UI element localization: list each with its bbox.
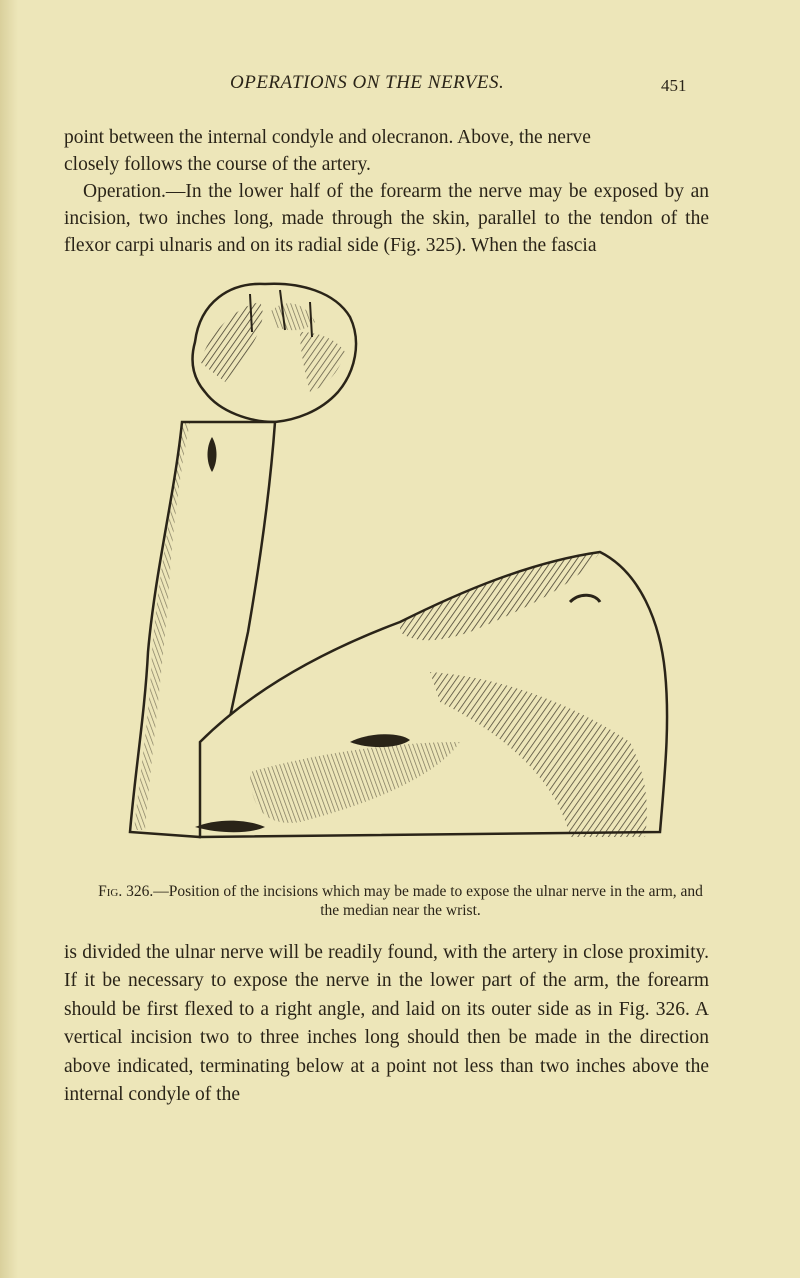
arm-illustration [100,272,680,872]
figure-caption-text: —Position of the incisions which may be made to expose the ulnar nerve in the arm, and the median near the wrist. [153,883,703,919]
text-block-bottom [64,939,709,1109]
paragraph-operation: Operation.—In the lower half of the forearm the nerve may be exposed by an incision, two inches long, made through the skin, parallel to the tendon of the flexor carpi ulnaris and on its radial side (Fig. 325). When the fascia [64,181,709,256]
paragraph-continued [64,124,709,178]
upper-arm-drawing [195,552,667,837]
running-title: OPERATIONS ON THE NERVES. [230,72,505,93]
paragraph-continuation: is divided the ulnar nerve will be readily found, with the artery in close proximity. If it be necessary to expose the nerve in the lower part of the arm, the forearm should be first flexed to a right angle, and laid on its outer side as in Fig. 326. A vertical incision two to three inches long should then be made in the direction above indicated, terminating below at a point not less than two inches above the internal condyle of the [64,942,709,1106]
figure-caption [98,882,703,920]
text-line: point between the internal condyle and olecranon. Above, the nerve [64,127,591,148]
text-block-top [64,124,709,259]
page-edge [0,0,18,1278]
text-line: closely follows the course of the artery. [64,154,371,175]
page-number: 451 [661,76,687,95]
fist-drawing [192,284,356,422]
figure-label: Fig. 326. [98,883,154,900]
